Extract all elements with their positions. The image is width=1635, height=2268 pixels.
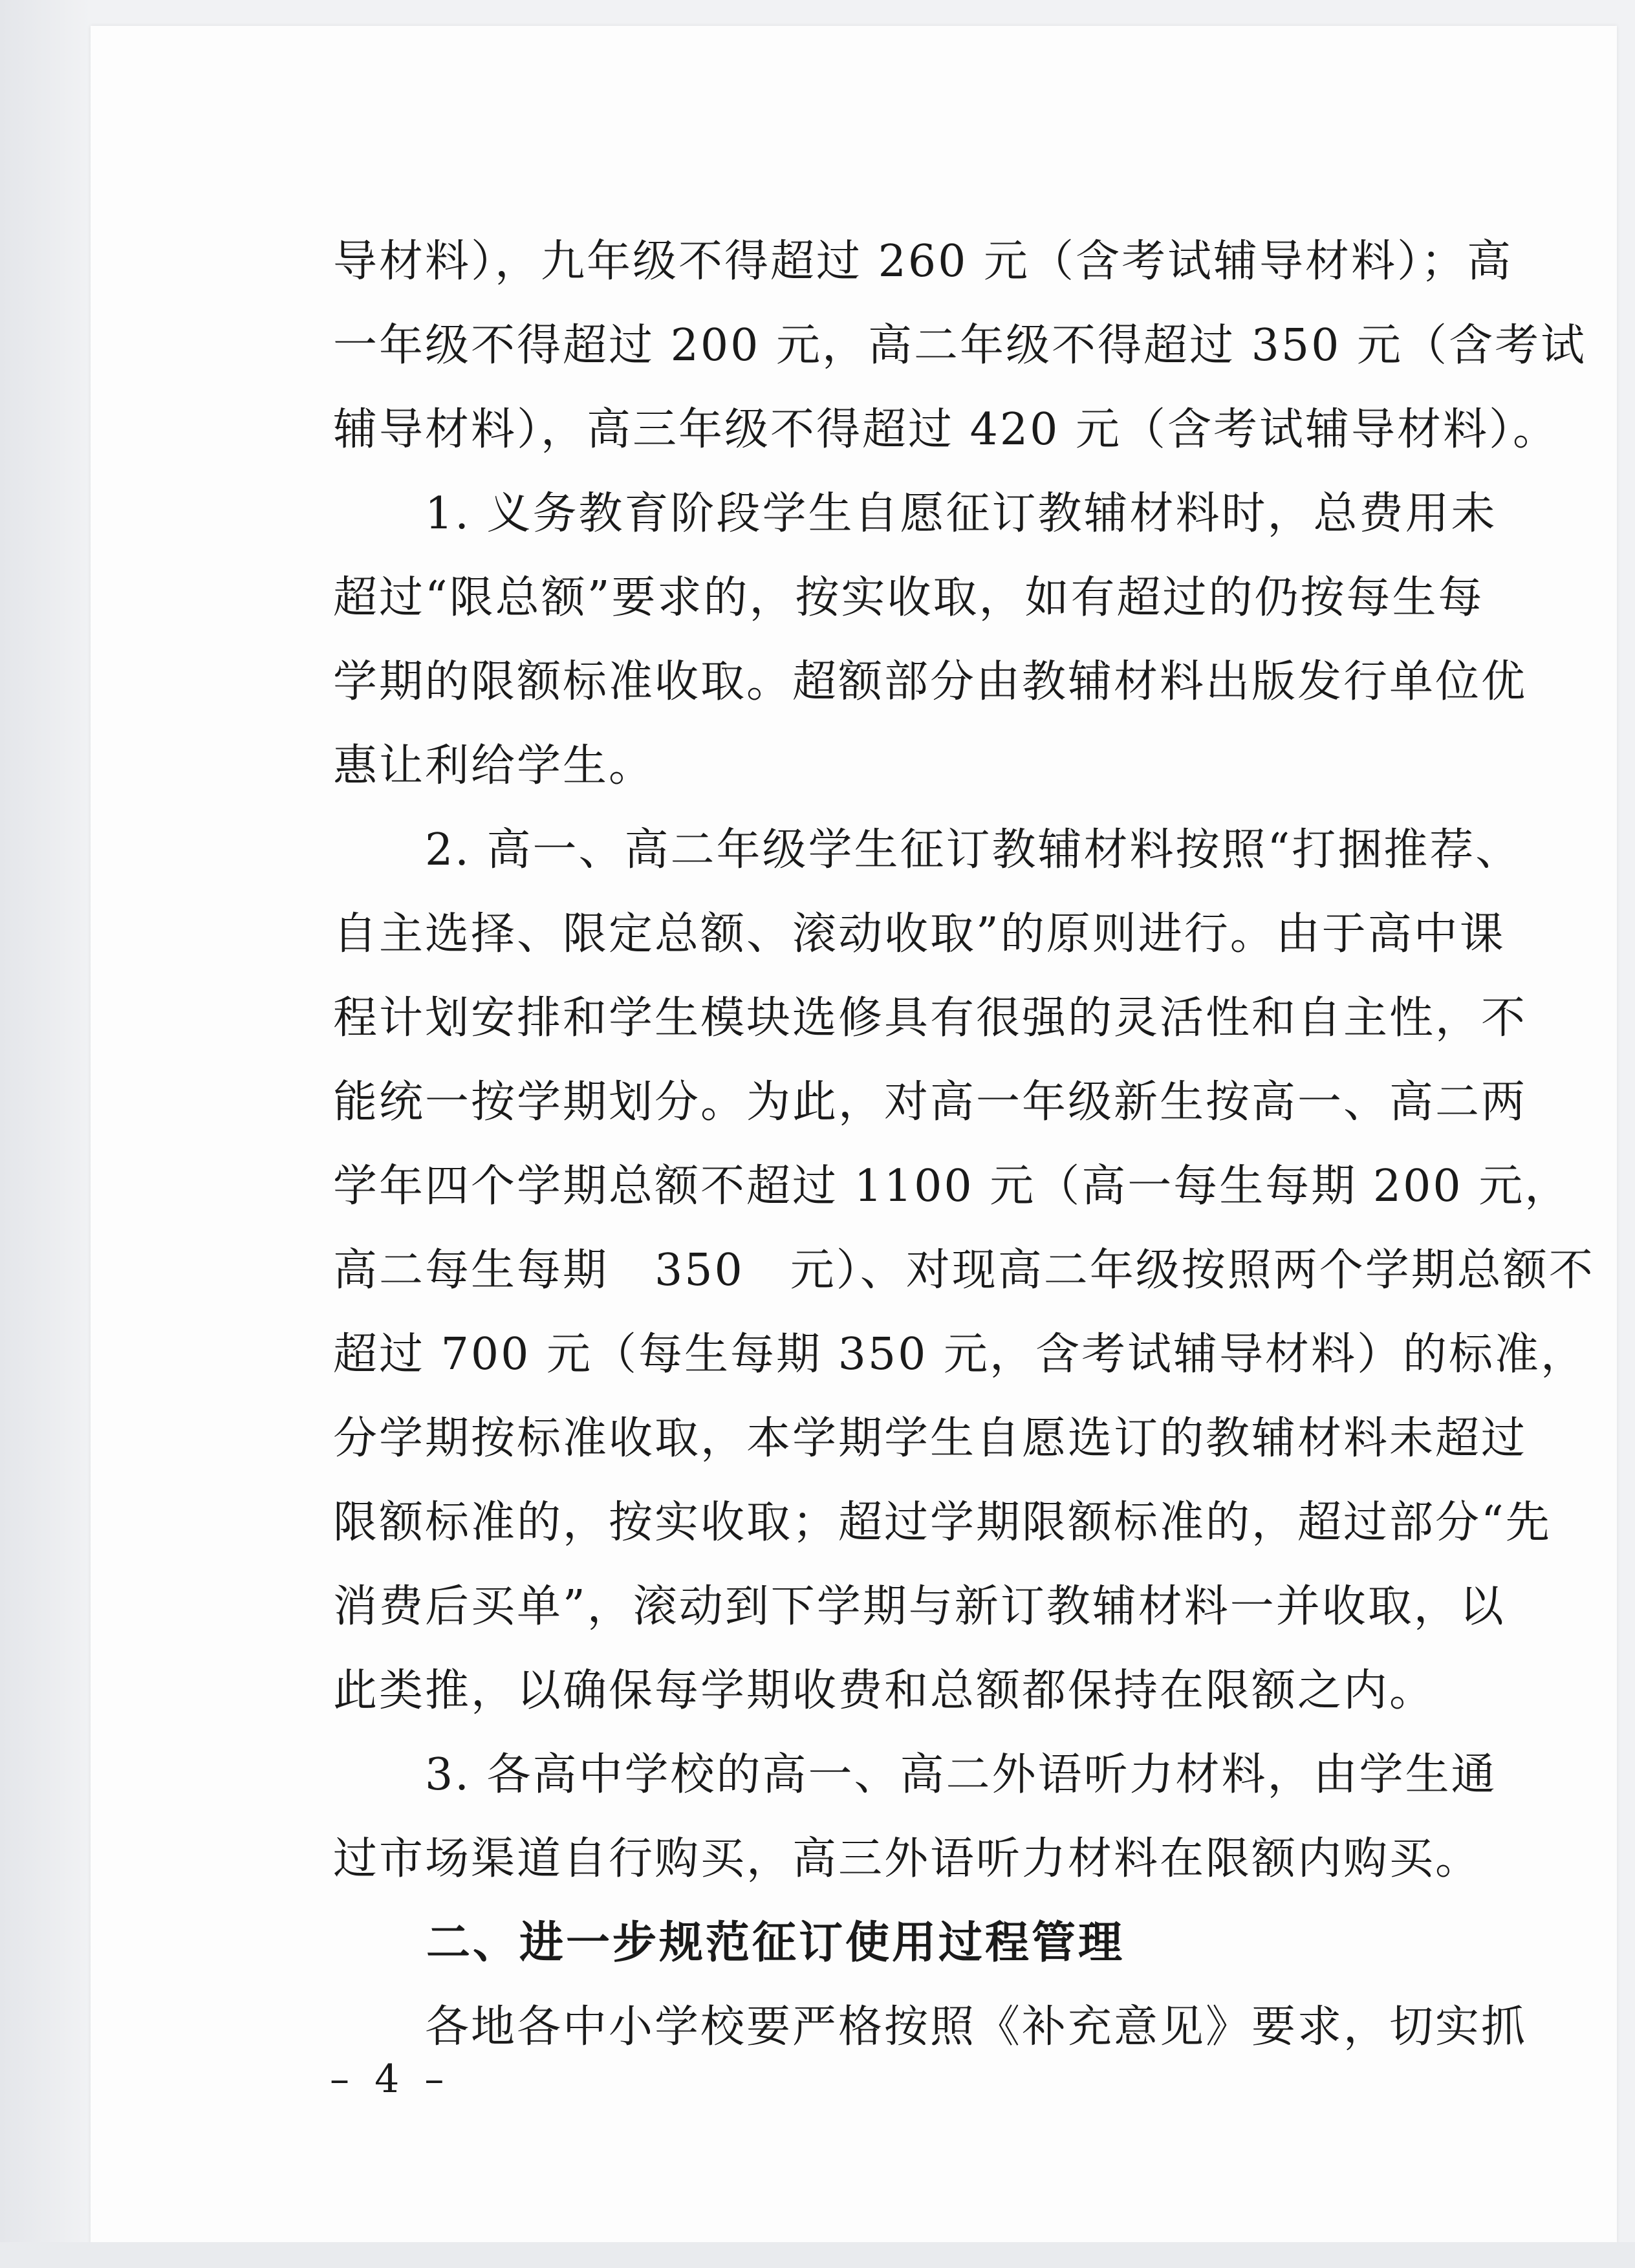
text-line: 导材料），九年级不得超过 260 元（含考试辅导材料）；高: [333, 236, 1513, 287]
text-line: 1. 义务教育阶段学生自愿征订教辅材料时，总费用未: [333, 488, 1497, 539]
text-line: 超过“限总额”要求的，按实收取，如有超过的仍按每生每: [333, 572, 1484, 623]
text-line: 2. 高一、高二年级学生征订教辅材料按照“打捆推荐、: [333, 825, 1522, 876]
text-line: 各地各中小学校要严格按照《补充意见》要求，切实抓: [333, 2002, 1528, 2053]
text-line: 辅导材料），高三年级不得超过 420 元（含考试辅导材料）。: [333, 404, 1559, 455]
text-line: 自主选择、限定总额、滚动收取”的原则进行。由于高中课: [333, 909, 1506, 960]
text-line: 一年级不得超过 200 元，高二年级不得超过 350 元（含考试: [333, 320, 1587, 371]
section-heading: 二、进一步规范征订使用过程管理: [333, 1917, 1125, 1969]
text-line: 分学期按标准收取，本学期学生自愿选订的教辅材料未超过: [333, 1413, 1528, 1464]
text-line: 消费后买单”，滚动到下学期与新订教辅材料一并收取，以: [333, 1581, 1506, 1632]
text-line: 学年四个学期总额不超过 1100 元（高一每生每期 200 元，: [333, 1161, 1571, 1212]
text-line: 此类推，以确保每学期收费和总额都保持在限额之内。: [333, 1665, 1436, 1716]
text-line: 高二每生每期 350 元）、对现高二年级按照两个学期总额不: [333, 1245, 1595, 1296]
text-line: 学期的限额标准收取。超额部分由教辅材料出版发行单位优: [333, 656, 1528, 707]
scan-left-shadow: [0, 0, 91, 2268]
text-line: 超过 700 元（每生每期 350 元，含考试辅导材料）的标准，: [333, 1329, 1587, 1380]
text-line: 惠让利给学生。: [333, 740, 655, 792]
text-line: 限额标准的，按实收取；超过学期限额标准的，超过部分“先: [333, 1497, 1552, 1548]
scan-bottom-strip: [0, 2242, 1635, 2268]
text-line: 3. 各高中学校的高一、高二外语听力材料，由学生通: [333, 1749, 1497, 1800]
text-line: 过市场渠道自行购买，高三外语听力材料在限额内购买。: [333, 1833, 1482, 1885]
text-line: 能统一按学期划分。为此，对高一年级新生按高一、高二两: [333, 1077, 1528, 1128]
page-number: – 4 –: [330, 2057, 451, 2102]
document-body: [333, 220, 1595, 2069]
text-line: 程计划安排和学生模块选修具有很强的灵活性和自主性，不: [333, 993, 1528, 1044]
